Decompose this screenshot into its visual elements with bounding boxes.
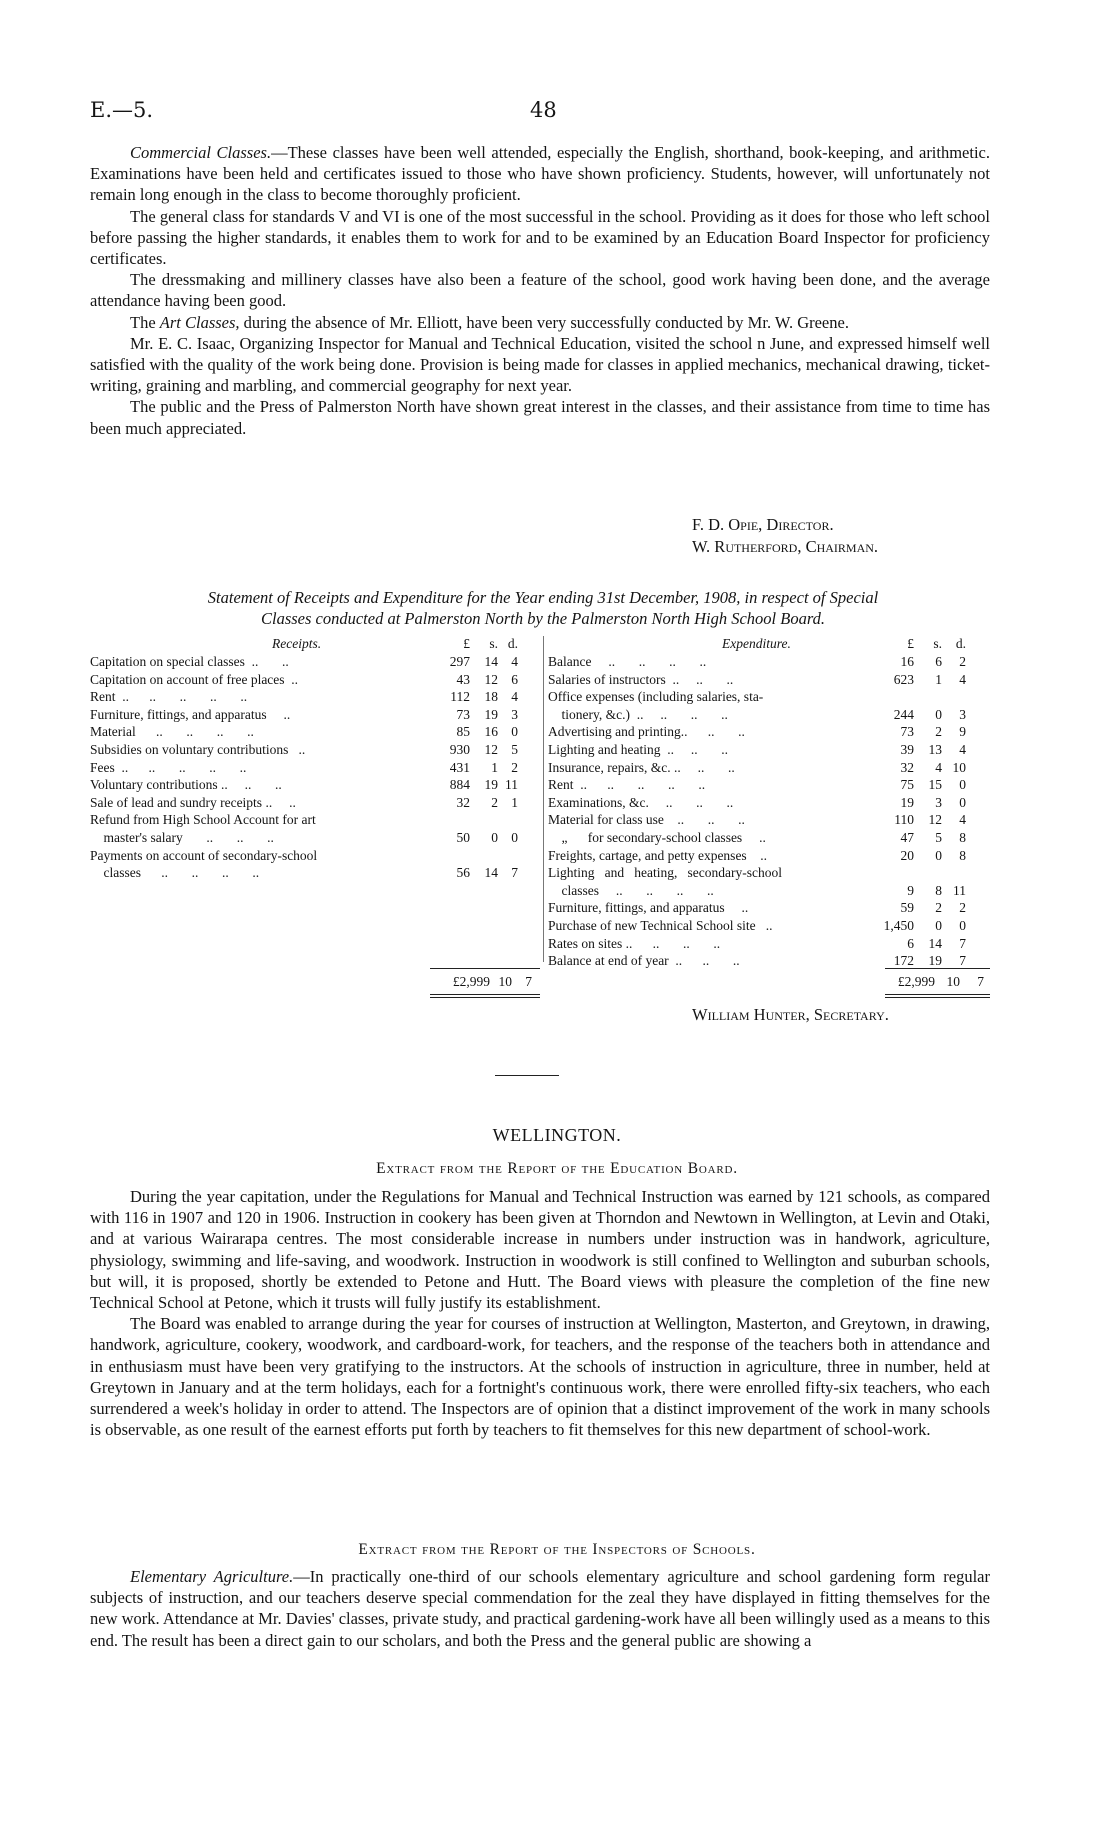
- row-label-text: Insurance, repairs, &c. ..: [548, 759, 681, 775]
- secretary-signature: William Hunter, Secretary.: [692, 1005, 889, 1024]
- paragraph: The Board was enabled to arrange during the year for courses of instruction at Wellington, Masterton, and Greytown, in drawing, handwork, agriculture, cookery, woodwork, and cardboard-work, for teachers, and the response of the teachers both in attendance and in enthusiasm must have been very gratifying to the instructors. At the schools of instruction in agriculture, three in number, held at Greytown in January and at the term holidays, each for a fortnight's continuous work, there were enrolled fifty-six teachers, who each surrendered a week's holiday in order to attend. The Inspectors are of opinion that a distinct improvement of the work in many schools is observable, as one result of the earnest efforts put forth by teachers to fit themselves for this new department of school-work.: [90, 1314, 990, 1440]
- table-cell-pounds: 56: [456, 865, 470, 881]
- table-row-label: [548, 795, 733, 811]
- table-cell-shillings: 8: [935, 882, 942, 898]
- table-row-label: [90, 865, 259, 881]
- table-row-label: [548, 742, 728, 758]
- table-cell-pounds: 73: [456, 706, 470, 722]
- total-rule: [430, 968, 540, 969]
- receipts-heading: Receipts.: [272, 636, 322, 651]
- table-cell-pence: 7: [959, 935, 966, 951]
- row-leader-dots: .. .. .. ..: [135, 724, 254, 740]
- table-cell-pence: 7: [511, 865, 518, 881]
- table-cell-shillings: 6: [935, 654, 942, 669]
- table-cell-pounds: 172: [893, 953, 914, 969]
- column-head-pence: d.: [955, 636, 966, 651]
- statement-title-line: Classes conducted at Palmerston North by the Palmerston North High School Board.: [260, 609, 826, 628]
- row-leader-dots: .. ..: [227, 777, 282, 793]
- row-leader-dots: .. .. .. ..: [129, 689, 248, 705]
- table-cell-pounds: 75: [900, 777, 914, 793]
- row-label-text: Purchase of new Technical School site: [548, 918, 756, 933]
- row-leader-dots: ..: [284, 671, 299, 687]
- table-cell-pounds: 50: [456, 830, 470, 845]
- row-leader-dots: .. .. ..: [648, 794, 734, 810]
- row-leader-dots: .. .. .. ..: [591, 654, 707, 669]
- row-label-text: Lighting and heating ..: [548, 742, 674, 757]
- row-leader-dots: .. .. .. ..: [599, 882, 714, 898]
- expenditure-total-pounds: £2,999: [897, 974, 935, 989]
- paragraph-italic: Art Classes,: [159, 312, 240, 332]
- table-cell-pence: 11: [953, 882, 966, 898]
- table-cell-shillings: 12: [484, 671, 498, 687]
- table-row-label: [90, 672, 298, 688]
- table-cell-pence: 8: [959, 847, 966, 863]
- table-cell-pounds: 32: [900, 759, 914, 775]
- table-row-label: [90, 848, 317, 864]
- total-double-rule: [885, 994, 990, 995]
- table-cell-shillings: 13: [928, 742, 942, 757]
- table-row-label: [90, 689, 247, 705]
- table-cell-shillings: 14: [928, 935, 942, 951]
- extract-heading: Extract from the Report of the Education Board.: [376, 1160, 738, 1177]
- table-row-label: [548, 936, 720, 952]
- page-number: 48: [530, 98, 557, 122]
- row-label-text: Rent ..: [90, 689, 129, 705]
- table-row-label: [90, 812, 316, 828]
- table-cell-pounds: 32: [456, 794, 470, 810]
- table-row-label: [548, 707, 728, 723]
- row-label-text: Material for class use: [548, 812, 664, 828]
- table-row-label: [90, 795, 296, 811]
- row-label-text: „ for secondary-school classes: [548, 830, 743, 845]
- row-label-text: classes: [90, 865, 141, 881]
- row-label-text: Office expenses (including salaries, sta-: [548, 689, 764, 705]
- table-cell-shillings: 2: [935, 724, 942, 740]
- column-head-shillings: s.: [933, 636, 942, 651]
- inspectors-report-section: [90, 1566, 990, 1651]
- table-cell-pounds: 112: [450, 689, 470, 705]
- row-label-text: Capitation on special classes: [90, 654, 245, 669]
- table-row-label: [90, 760, 246, 776]
- table-cell-shillings: 2: [491, 794, 498, 810]
- row-label-text: Balance: [548, 654, 592, 669]
- row-label-text: tionery, &c.) ..: [548, 706, 644, 722]
- table-cell-pounds: 431: [449, 759, 470, 775]
- paragraph: Mr. E. C. Isaac, Organizing Inspector for Manual and Technical Education, visited the school n June, and expressed himself well satisfied with the quality of the work being done. Provision is being made for classes in applied mechanics, mechanical drawing, ticket-writing, graining and marbling, and commercial geography for next year.: [90, 333, 990, 396]
- table-cell-shillings: 4: [935, 759, 942, 775]
- table-cell-pence: 6: [511, 671, 518, 687]
- table-cell-pence: 2: [959, 900, 966, 916]
- paragraph-text: The: [130, 312, 160, 332]
- row-label-text: Refund from High School Account for art: [90, 812, 316, 828]
- expenditure-total-shillings: 10: [946, 974, 960, 989]
- table-cell-pence: 0: [511, 830, 518, 845]
- table-row-label: [90, 654, 289, 670]
- row-label-text: Examinations, &c.: [548, 794, 649, 810]
- table-row-label: [548, 760, 735, 776]
- table-cell-pounds: 16: [900, 654, 914, 669]
- table-cell-pence: 10: [952, 759, 966, 775]
- paragraph-text: —In practically one-third of our schools elementary agriculture and school gardening form regular subjects of instruction, and our teachers deserve special commendation for the zeal they have displayed in fitting themselves for the new work. Attendance at Mr. Davies' classes, private study, and practical gardening-work have all been willingly used as a means to this end. The result has been a direct gain to our scholars, and both the Press and the general public are showing a: [90, 1567, 990, 1650]
- table-cell-shillings: 15: [928, 777, 942, 793]
- table-cell-pence: 0: [959, 794, 966, 810]
- table-cell-shillings: 0: [935, 847, 942, 863]
- row-label-text: Capitation on account of free places: [90, 671, 285, 687]
- table-cell-shillings: 5: [935, 830, 942, 845]
- table-cell-pence: 4: [511, 689, 518, 705]
- row-label-text: Lighting and heating, secondary-school: [548, 865, 782, 881]
- table-row-label: [548, 777, 705, 793]
- column-head-pence: d.: [507, 636, 518, 651]
- row-leader-dots: ..: [755, 918, 773, 933]
- receipts-total-shillings: 10: [498, 974, 512, 989]
- table-cell-pence: 3: [959, 706, 966, 722]
- table-row-label: [548, 883, 714, 899]
- wellington-education-board-section: [90, 1186, 990, 1440]
- table-cell-shillings: 1: [935, 671, 942, 687]
- table-row-label: [90, 724, 254, 740]
- table-cell-pence: 4: [959, 742, 966, 757]
- row-leader-dots: .. ..: [682, 953, 740, 969]
- row-leader-dots: .. .. ..: [663, 812, 745, 828]
- row-leader-dots: ..: [266, 706, 291, 722]
- table-row-label: [548, 953, 740, 969]
- table-cell-shillings: 19: [484, 777, 498, 793]
- table-cell-pence: 0: [959, 918, 966, 933]
- paragraph: During the year capitation, under the Regulations for Manual and Technical Instruction was earned by 121 schools, as compared with 116 in 1907 and 120 in 1906. Instruction in cookery has been given at Thorndon and Newtown in Wellington, at Levin and Otaki, and at various Wairarapa centres. The most considerable increase in numbers under instruction was in handwork, agriculture, physiology, swimming and life-saving, and woodwork. Instruction in woodwork is still confined to Wellington and suburban schools, but will, it is proposed, shortly be extended to Petone and Hutt. The Board views with pleasure the completion of the fine new Technical School at Petone, which it trusts will fully justify its establishment.: [90, 1187, 990, 1313]
- row-leader-dots: .. ..: [673, 742, 728, 757]
- row-label-text: Payments on account of secondary-school: [90, 847, 318, 863]
- table-cell-shillings: 3: [935, 794, 942, 810]
- table-row-label: [548, 724, 745, 740]
- table-cell-pounds: 6: [907, 935, 914, 951]
- row-label-text: Freights, cartage, and petty expenses: [548, 847, 747, 863]
- table-cell-shillings: 16: [484, 724, 498, 740]
- table-cell-shillings: 0: [935, 706, 942, 722]
- paragraph: The general class for standards V and VI is one of the most successful in the school. Providing as it does for those who left school before passing the higher standards, it enables them to work for and to be examined by an Education Board Inspector for proficiency certificates.: [90, 206, 990, 269]
- table-cell-pounds: 47: [900, 830, 914, 845]
- row-leader-dots: ..: [724, 900, 749, 916]
- table-cell-shillings: 0: [491, 830, 498, 845]
- row-leader-dots: ..: [742, 830, 766, 845]
- table-cell-pounds: 297: [449, 654, 470, 669]
- row-label-text: classes: [548, 882, 599, 898]
- table-cell-shillings: 12: [484, 742, 498, 757]
- paragraph-text: —These classes have been well attended, especially the English, shorthand, book-keeping, and arithmetic. Examinations have been held and certificates issued to those who have shown proficiency. Students, however, will unfortunately not remain long enough in the class to become thoroughly proficient.: [90, 143, 991, 205]
- row-label-text: Furniture, fittings, and apparatus: [90, 706, 267, 722]
- paragraph-lead: Commercial Classes.: [130, 143, 272, 162]
- row-label-text: Advertising and printing..: [548, 724, 688, 740]
- table-row-label: [548, 672, 733, 688]
- expenditure-total-pence: 7: [977, 974, 984, 989]
- table-cell-pence: 0: [959, 777, 966, 793]
- row-label-text: Subsidies on voluntary contributions: [90, 742, 289, 757]
- table-cell-pence: 4: [959, 812, 966, 828]
- table-cell-pence: 2: [959, 654, 966, 669]
- table-cell-pence: 8: [959, 830, 966, 845]
- table-cell-pence: 4: [959, 671, 966, 687]
- table-row-label: [90, 707, 290, 723]
- table-row-label: [548, 848, 767, 864]
- total-double-rule: [430, 997, 540, 998]
- table-row-label: [548, 654, 706, 670]
- receipts-total-pounds: £2,999: [452, 974, 490, 989]
- column-head-pounds: £: [463, 636, 470, 651]
- paragraph: The dressmaking and millinery classes have also been a feature of the school, good work having been done, and the average attendance having been good.: [90, 270, 990, 311]
- row-leader-dots: .. .. .. ..: [128, 759, 247, 775]
- expenditure-heading: Expenditure.: [722, 636, 791, 651]
- document-reference: E.—5.: [90, 98, 154, 122]
- receipts-total-pence: 7: [525, 974, 532, 989]
- row-leader-dots: .. .. ..: [632, 935, 721, 951]
- table-cell-pence: 11: [505, 777, 518, 793]
- table-cell-pounds: 244: [893, 706, 914, 722]
- table-row-label: [548, 689, 763, 705]
- table-cell-pounds: 930: [449, 742, 470, 757]
- row-leader-dots: ..: [746, 847, 767, 863]
- table-row-label: [548, 918, 773, 934]
- table-cell-pounds: 9: [907, 882, 914, 898]
- row-label-text: Salaries of instructors ..: [548, 671, 680, 687]
- row-label-text: Fees ..: [90, 759, 129, 775]
- table-cell-pence: 7: [959, 953, 966, 969]
- table-cell-pounds: 59: [900, 900, 914, 916]
- table-cell-pence: 4: [511, 654, 518, 669]
- total-double-rule: [885, 997, 990, 998]
- row-label-text: Rates on sites ..: [548, 935, 633, 951]
- chairman-signature: W. Rutherford, Chairman.: [692, 537, 879, 556]
- paragraph-lead: Elementary Agriculture.: [130, 1567, 294, 1586]
- table-cell-pence: 0: [511, 724, 518, 740]
- section-title: WELLINGTON.: [492, 1125, 622, 1145]
- table-cell-pence: 2: [511, 759, 518, 775]
- director-signature: F. D. Opie, Director.: [692, 515, 834, 534]
- row-label-text: Rent ..: [548, 777, 587, 793]
- table-cell-shillings: 1: [491, 759, 498, 775]
- table-cell-pounds: 884: [449, 777, 470, 793]
- row-label-text: Furniture, fittings, and apparatus: [548, 900, 725, 916]
- row-leader-dots: .. ..: [244, 654, 289, 669]
- total-rule: [885, 968, 990, 969]
- table-cell-pounds: 43: [456, 671, 470, 687]
- paragraph-text: during the absence of Mr. Elliott, have been very successfully conducted by Mr. W. Greene.: [239, 312, 849, 332]
- table-cell-shillings: 12: [928, 812, 942, 828]
- table-row-label: [548, 812, 745, 828]
- table-cell-pounds: 20: [900, 847, 914, 863]
- table-cell-shillings: 18: [484, 689, 498, 705]
- paragraph: [90, 1566, 990, 1651]
- row-leader-dots: ..: [288, 742, 306, 757]
- table-cell-pence: 5: [511, 742, 518, 757]
- row-leader-dots: .. ..: [679, 671, 734, 687]
- table-cell-shillings: 2: [935, 900, 942, 916]
- table-cell-shillings: 19: [484, 706, 498, 722]
- table-cell-pounds: 19: [900, 794, 914, 810]
- row-leader-dots: .. .. ..: [643, 706, 728, 722]
- table-cell-pence: 3: [511, 706, 518, 722]
- total-double-rule: [430, 994, 540, 995]
- table-cell-pounds: 1,450: [883, 918, 914, 933]
- table-cell-pounds: 623: [893, 671, 914, 687]
- row-leader-dots: ..: [272, 794, 296, 810]
- row-leader-dots: .. ..: [680, 759, 735, 775]
- table-cell-shillings: 14: [484, 654, 498, 669]
- table-row-label: [90, 830, 274, 846]
- table-cell-shillings: 0: [935, 918, 942, 933]
- row-leader-dots: .. .. .. ..: [141, 865, 260, 881]
- table-cell-pence: 1: [511, 794, 518, 810]
- column-head-shillings: s.: [489, 636, 498, 651]
- row-label-text: Voluntary contributions ..: [90, 777, 228, 793]
- extract-heading: Extract from the Report of the Inspectors of Schools.: [358, 1541, 756, 1558]
- row-label-text: Material: [90, 724, 136, 740]
- table-row-label: [548, 900, 748, 916]
- table-cell-pounds: 85: [456, 724, 470, 740]
- table-row-label: [548, 865, 782, 881]
- column-divider: [543, 636, 544, 962]
- table-cell-pounds: 110: [894, 812, 914, 828]
- row-label-text: master's salary: [90, 830, 183, 845]
- table-row-label: [90, 777, 282, 793]
- row-leader-dots: .. ..: [687, 724, 745, 740]
- section-divider: [495, 1075, 559, 1076]
- row-leader-dots: .. .. ..: [182, 830, 274, 845]
- row-label-text: Balance at end of year ..: [548, 953, 683, 969]
- statement-title-line: Statement of Receipts and Expenditure for the Year ending 31st December, 1908, in respect of Special: [207, 588, 879, 607]
- table-cell-shillings: 19: [928, 953, 942, 969]
- table-cell-pence: 9: [959, 724, 966, 740]
- table-cell-pounds: 73: [900, 724, 914, 740]
- row-leader-dots: .. .. .. ..: [587, 777, 706, 793]
- table-cell-shillings: 14: [484, 865, 498, 881]
- paragraph: The public and the Press of Palmerston North have shown great interest in the classes, and their assistance from time to time has been much appreciated.: [90, 397, 990, 438]
- table-row-label: [548, 830, 766, 846]
- table-row-label: [90, 742, 305, 758]
- table-cell-pounds: 39: [900, 742, 914, 757]
- row-label-text: Sale of lead and sundry receipts ..: [90, 794, 273, 810]
- column-head-pounds: £: [907, 636, 914, 651]
